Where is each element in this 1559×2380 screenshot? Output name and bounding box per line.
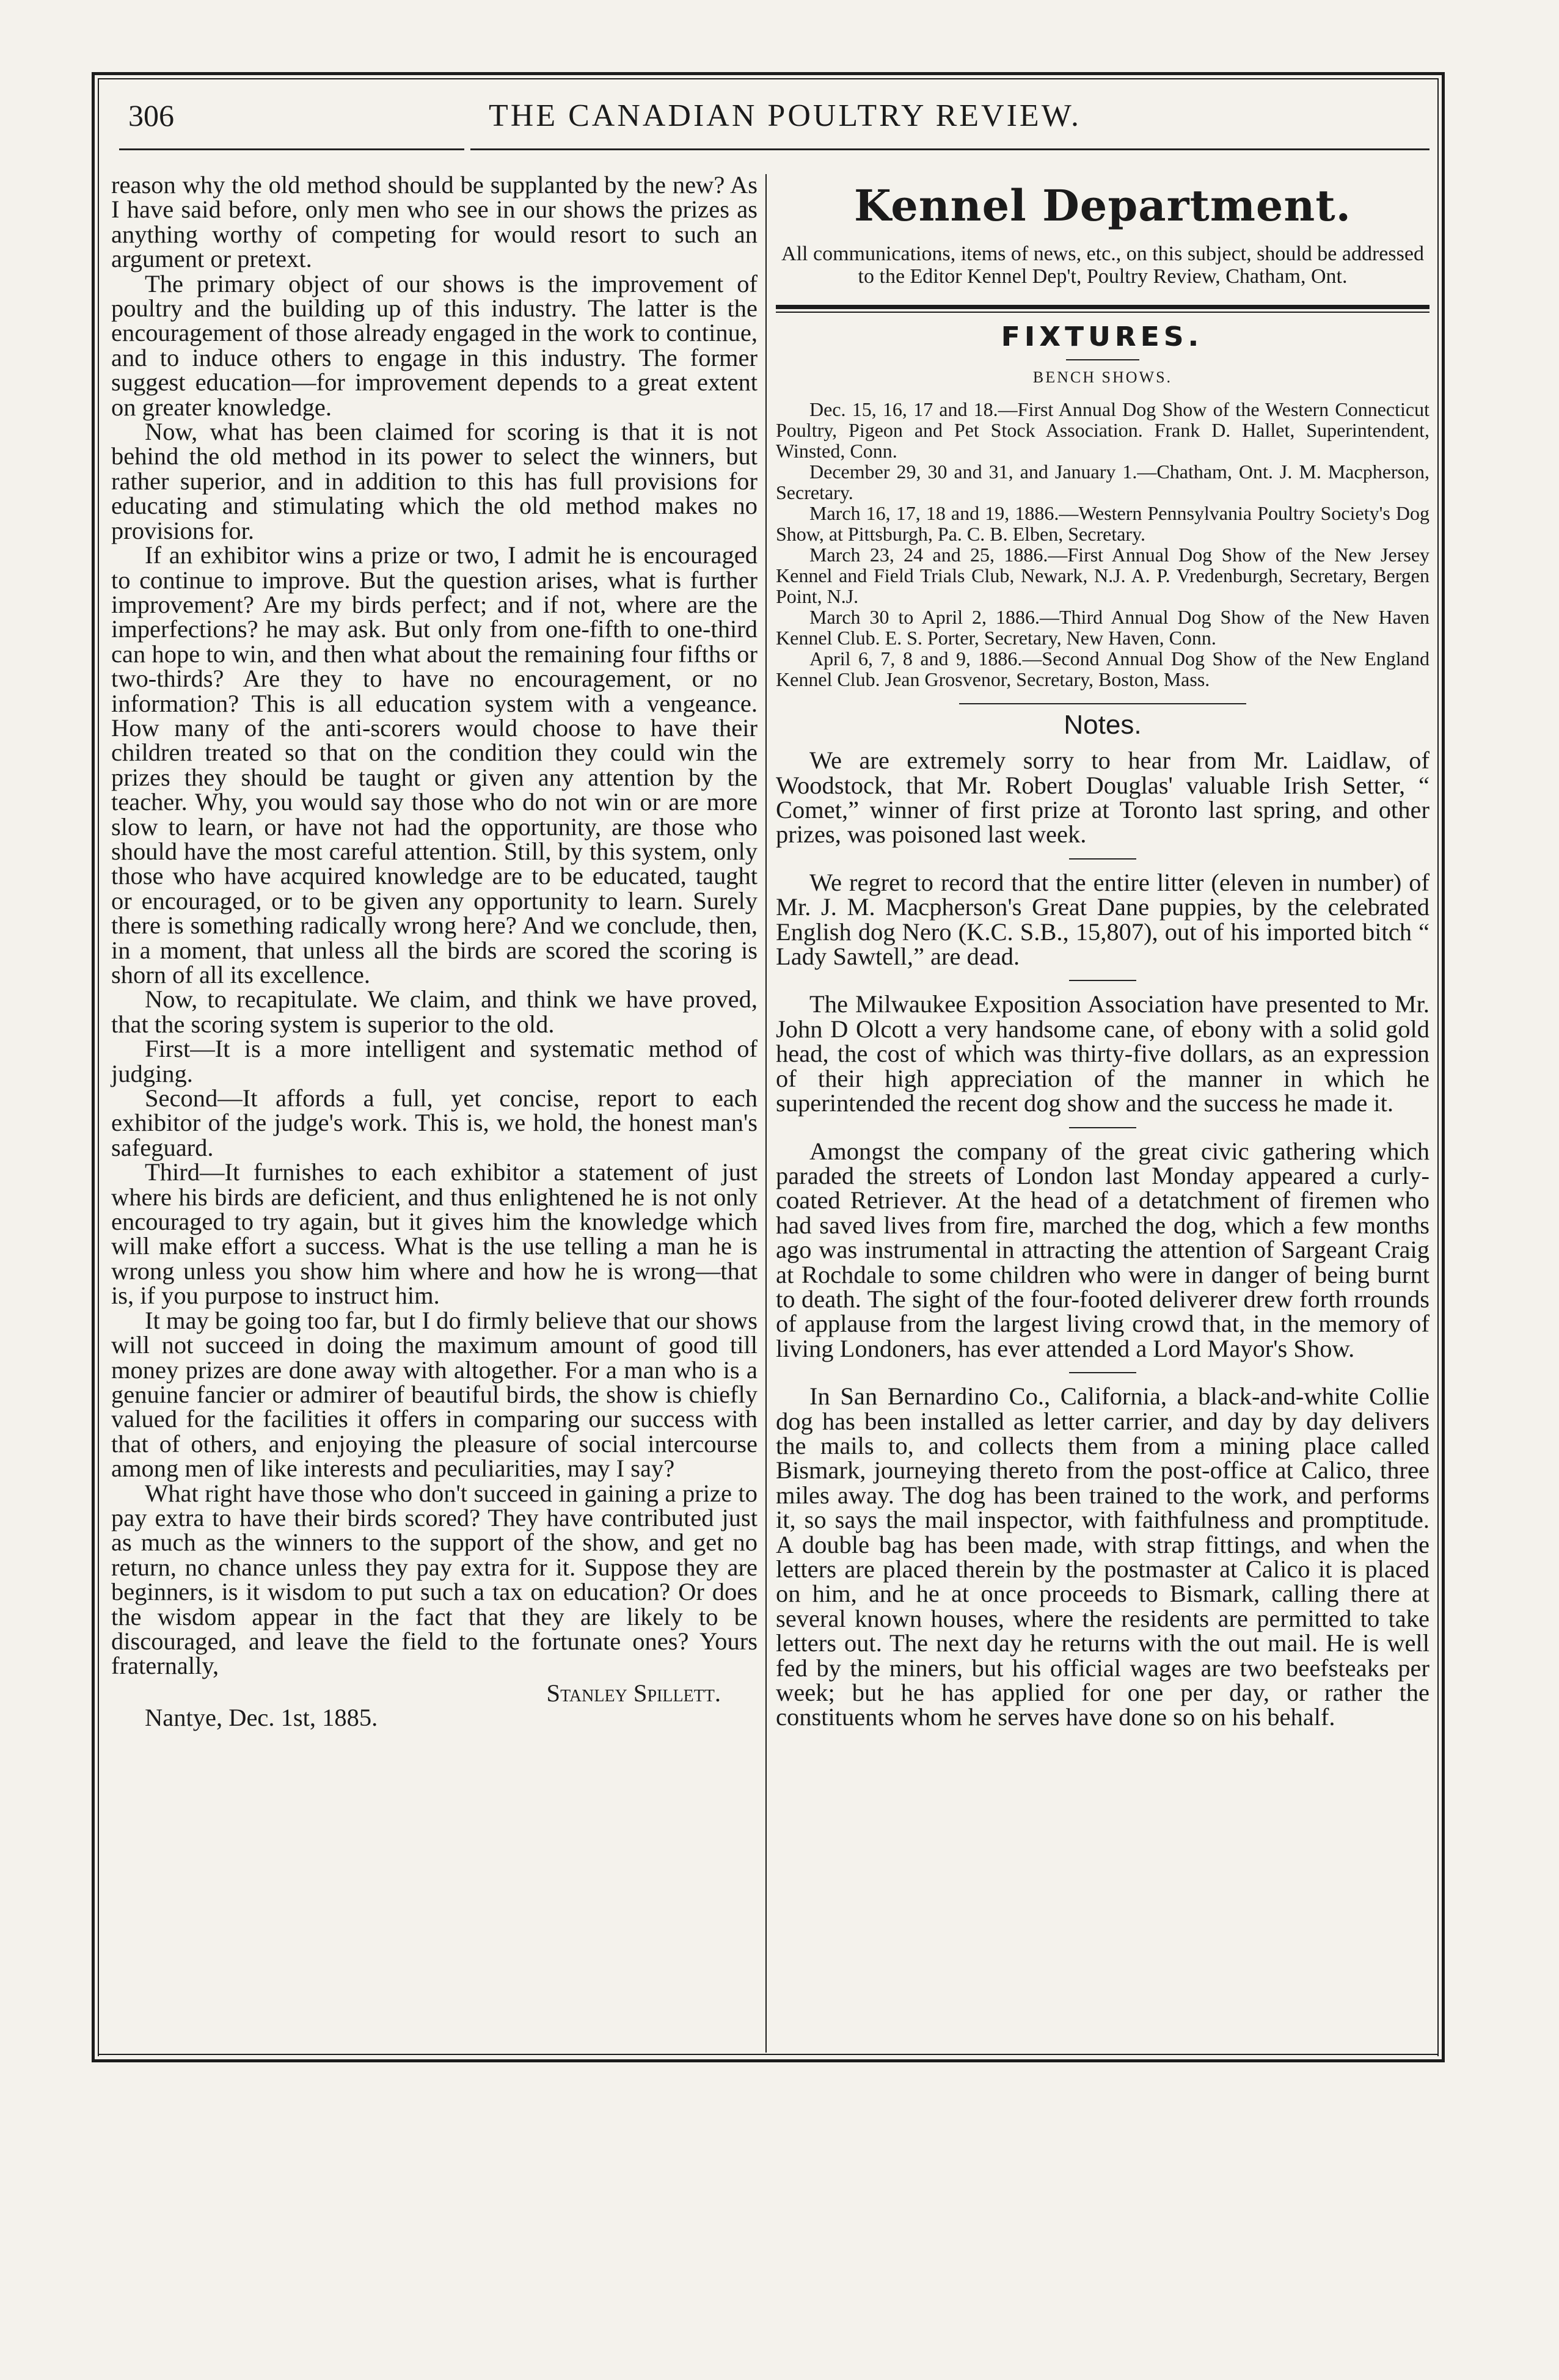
article-paragraph: reason why the old method should be supplanted by the new? As I have said before, only men who see in our shows the prizes as anything worthy of competing for would resort to such an argument or pretext.: [111, 171, 758, 273]
news-note: The Milwaukee Exposition Association have presented to Mr. John D Olcott a very handsome cane, of ebony with a solid gold head, the cost of which was thirty-five dollars, as an expression of their high appreciation of the manner in which he superintended the recent dog show and the success he made it.: [776, 990, 1429, 1117]
note-separator: [1069, 1372, 1136, 1373]
note-separator: [1069, 1127, 1136, 1128]
bench-shows-heading: BENCH SHOWS.: [1032, 368, 1173, 387]
fixture-entry: December 29, 30 and 31, and January 1.—Chatham, Ont. J. M. Macpherson, Secretary.: [776, 460, 1429, 503]
fixture-entry: March 30 to April 2, 1886.—Third Annual Dog Show of the New Haven Kennel Club. E. S. Porter, Secretary, New Haven, Conn.: [776, 605, 1429, 649]
article-paragraph: If an exhibitor wins a prize or two, I admit he is encouraged to continue to improve. But the question arises, what is further improvement? Are my birds perfect; and if not, where are the imperfections? he may ask. But only from one-fifth to one-third can hope to win, and then what about the remaining four fifths or two-thirds? Are they to have no encouragement, or no information? This is all education system with a vengeance. How many of the anti-scorers would choose to have their children treated so that on the condition they could win the prizes they should be taught or given any attention by the teacher. Why, you would say those who do not win or are more slow to learn, or have not had the opportunity, are those who should have the most careful attention. Still, by this system, only those who have acquired knowledge are to be educated, taught or encouraged, or to be given any opportunity to learn. Surely there is something radically wrong here? And we conclude, then, in a moment, that unless all the birds are scored the scoring is shorn of all its excellence.: [111, 541, 758, 988]
frame-bottom-rule-inner: [98, 2054, 1439, 2055]
note-separator: [1069, 858, 1136, 860]
news-note: We regret to record that the entire litter (eleven in number) of Mr. J. M. Macpherson's Great Dane puppies, by the celebrated English dog Nero (K.C. S.B., 15,807), out of his imported bitch “ Lady Sawtell,” are dead.: [776, 868, 1429, 971]
frame-right-rule: [1442, 72, 1445, 2062]
frame-right-rule-inner: [1437, 78, 1439, 2056]
frame-left-rule-inner: [98, 78, 99, 2056]
fixtures-heading: FIXTURES.: [1001, 321, 1204, 352]
dateline: Nantye, Dec. 1st, 1885.: [145, 1704, 378, 1732]
article-paragraph: Second—It affords a full, yet concise, report to each exhibitor of the judge's work. This is, we hold, the honest man's safeguard.: [111, 1084, 758, 1161]
notes-rule: [959, 703, 1246, 704]
fixture-entry: March 16, 17, 18 and 19, 1886.—Western Pennsylvania Poultry Society's Dog Show, at Pittsburgh, Pa. C. B. Elben, Secretary.: [776, 502, 1429, 545]
author-signature: Stanley Spillett.: [546, 1679, 721, 1707]
page-header: [128, 98, 1442, 147]
fixture-entry: Dec. 15, 16, 17 and 18.—First Annual Dog Show of the Western Connecticut Poultry, Pigeon and Pet Stock Association. Frank D. Hallet, Superintendent, Winsted, Conn.: [776, 398, 1429, 462]
section-thick-rule: [776, 305, 1429, 309]
left-column: [111, 173, 758, 1731]
news-note: We are extremely sorry to hear from Mr. Laidlaw, of Woodstock, that Mr. Robert Douglas' valuable Irish Setter, “ Comet,” winner of first prize at Toronto last spring, and other prizes, was poisoned last week.: [776, 746, 1429, 849]
article-paragraph: What right have those who don't succeed in gaining a prize to pay extra to have their birds scored? They have contributed just as much as the winners to the support of the show, and get no return, no chance unless they pay extra for it. Suppose they are beginners, is it wisdom to put such a tax on education? Or does the wisdom appear in the fact that they are likely to be discouraged, and leave the field to the fortunate ones? Yours fraternally,: [111, 1479, 758, 1680]
frame-top-rule: [92, 72, 1445, 75]
kennel-notice: All communications, items of news, etc., on this subject, should be addressed to the Editor Kennel Dep't, Poultry Review, Chatham, Ont.: [781, 243, 1424, 288]
news-note: In San Bernardino Co., California, a black-and-white Collie dog has been installed as letter carrier, and day by day delivers the mails to, and collects them from a mining place called Bismark, journeying thereto from the post-office at Calico, three miles away. The dog has been trained to the work, and performs it, so says the mail inspector, with faithfulness and promptitude. A double bag has been made, with strap fittings, and when the letters are placed therein by the postmaster at Calico it is placed on him, and he at once proceeds to Bismark, calling there at several known houses, where the residents are permitted to take letters out. The next day he returns with the out mail. He is well fed by the miners, but his official wages are two beefsteaks per week; but he has applied for one per day, or rather the constituents whom he serves have done so on his behalf.: [776, 1382, 1429, 1731]
right-column: [776, 173, 1429, 1730]
fixture-entry: March 23, 24 and 25, 1886.—First Annual Dog Show of the New Jersey Kennel and Field Trials Club, Newark, N.J. A. P. Vredenburgh, Secretary, Bergen Point, N.J.: [776, 543, 1429, 607]
article-paragraph: First—It is a more intelligent and systematic method of judging.: [111, 1035, 758, 1087]
article-paragraph: It may be going too far, but I do firmly believe that our shows will not succeed in doing the maximum amount of good till money prizes are done away with altogether. For a man who is a genuine fancier or admirer of beautiful birds, the show is chiefly valued for the facilities it offers in comparing our success with that of others, and enjoying the pleasure of social intercourse among men of like interests and peculiarities, may I say?: [111, 1306, 758, 1483]
frame-top-rule-inner: [98, 78, 1439, 79]
section-thin-rule: [776, 312, 1429, 313]
header-rule-left: [119, 148, 464, 150]
article-paragraph: Third—It furnishes to each exhibitor a statement of just where his birds are deficient, and thus enlightened he is not only encouraged to try again, but it gives him the knowledge which will make effort a success. What is the use telling a man he is wrong unless you show him where and how he is wrong—that is, if you purpose to instruct him.: [111, 1158, 758, 1310]
news-note: Amongst the company of the great civic gathering which paraded the streets of London last Monday appeared a curly-coated Retriever. At the head of a detatchment of firemen who had saved lives from fire, marched the dog, which a few months ago was instrumental in attracting the attention of Sargeant Craig at Rochdale to some children who were in danger of being burnt to death. The sight of the four-footed deliverer drew forth rrounds of applause from the largest living crowd that, in the memory of living Londoners, has ever attended a Lord Mayor's Show.: [776, 1137, 1429, 1362]
frame-bottom-rule: [92, 2059, 1445, 2062]
article-paragraph: Now, to recapitulate. We claim, and think we have proved, that the scoring system is superior to the old.: [111, 985, 758, 1038]
article-paragraph: The primary object of our shows is the improvement of poultry and the building up of this industry. The latter is the encouragement of those already engaged in the work to continue, and to induce others to engage in this industry. The former suggest education—for improvement depends to a great extent on greater knowledge.: [111, 269, 758, 421]
header-rule-right: [470, 148, 1429, 150]
kennel-department-title: Kennel Department.: [853, 180, 1352, 231]
column-divider: [765, 174, 767, 2053]
fixture-entry: April 6, 7, 8 and 9, 1886.—Second Annual Dog Show of the New England Kennel Club. Jean Grosvenor, Secretary, Boston, Mass.: [776, 647, 1429, 690]
frame-left-rule: [92, 72, 95, 2062]
page-number: 306: [128, 98, 174, 133]
fixtures-rule: [1066, 359, 1139, 360]
running-title: THE CANADIAN POULTRY REVIEW.: [489, 98, 1081, 133]
article-paragraph: Now, what has been claimed for scoring is that it is not behind the old method in its power to select the winners, but rather superior, and in addition to this has full provisions for educating and stimulating which the old method makes no provisions for.: [111, 418, 758, 544]
notes-heading: Notes.: [1064, 709, 1142, 740]
note-separator: [1069, 980, 1136, 981]
